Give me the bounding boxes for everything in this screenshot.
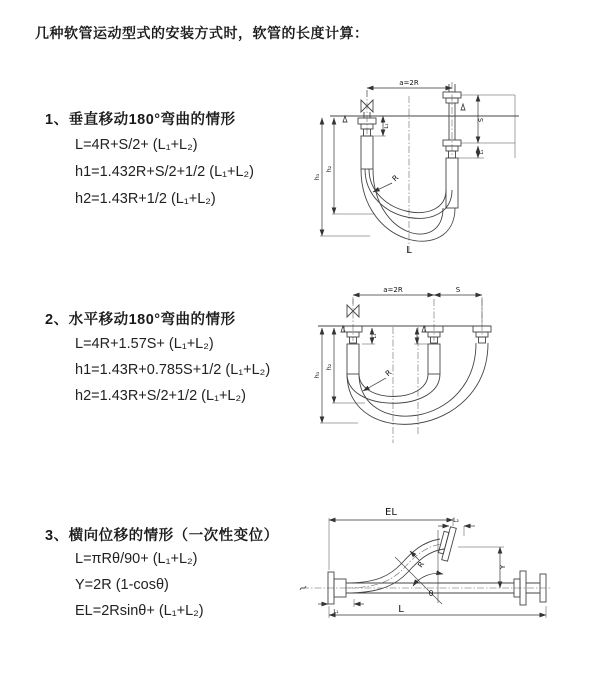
dim-y-label: Y — [499, 564, 507, 570]
section-2-formula-l: L=4R+1.57S+ (L₁+L₂) — [75, 336, 214, 352]
dim-h2-label: h₂ — [325, 165, 333, 173]
hose-and-fittings — [330, 84, 519, 241]
dim-h2-label: h₂ — [325, 363, 333, 371]
section-2-formula-h2: h2=1.43R+S/2+1/2 (L₁+L₂) — [75, 388, 246, 404]
displaced-flange — [437, 526, 456, 562]
hose-s-curve — [346, 539, 440, 583]
dimensions — [318, 518, 546, 618]
dim-span-label: a=2R — [383, 286, 403, 294]
section-1-formula-l: L=4R+S/2+ (L₁+L₂) — [75, 137, 198, 153]
page-title: 几种软管运动型式的安装方式时，软管的长度计算： — [35, 25, 369, 41]
dim-span-label: a=2R — [399, 79, 419, 87]
diagram-vertical-180-bend — [312, 76, 552, 256]
dimensions — [320, 295, 482, 423]
dim-l1-label: L₁ — [372, 333, 378, 339]
dim-l1-left-label: L₁ — [384, 123, 390, 129]
left-braid-section — [361, 136, 373, 169]
diagram-lateral-displacement — [298, 500, 568, 650]
radius-label: R — [383, 367, 394, 379]
angle-label: θ — [428, 589, 434, 598]
section-3-heading: 3、横向位移的情形（一次性变位） — [45, 528, 279, 544]
section-1-heading: 1、垂直移动180°弯曲的情形 — [45, 112, 236, 128]
radius-label: R — [390, 173, 401, 184]
section-3-formula-y: Y=2R (1-cosθ) — [75, 577, 169, 593]
dim-s-label: S — [477, 117, 485, 123]
section-2-heading: 2、水平移动180°弯曲的情形 — [45, 312, 236, 328]
section-3-formula-l: L=πRθ/90+ (L₁+L₂) — [75, 551, 198, 567]
dim-l1-right-label: L₁ — [479, 149, 485, 155]
left-braid-section — [347, 344, 359, 374]
radius-leader — [363, 378, 386, 391]
section-1-formula-h1: h1=1.432R+S/2+1/2 (L₁+L₂) — [75, 164, 255, 180]
dim-s-label: S — [455, 286, 461, 294]
dim-el-label: EL — [385, 507, 397, 518]
radius-leader — [373, 183, 392, 192]
dim-l2-label: L₂ — [453, 517, 459, 524]
centerlines — [302, 544, 552, 588]
section-2-formula-h1: h1=1.43R+0.785S+1/2 (L₁+L₂) — [75, 362, 271, 378]
valve-icon — [361, 100, 373, 112]
dim-h1-label: h₁ — [313, 371, 321, 379]
radius-leader — [410, 551, 419, 560]
centerlines — [353, 299, 482, 443]
dim-h1-label: h₁ — [313, 173, 321, 181]
centerlines — [367, 82, 452, 252]
length-label: L — [406, 245, 412, 256]
hose-loop — [361, 169, 455, 241]
radius-label: R — [415, 559, 427, 570]
diagram-horizontal-180-bend — [310, 283, 495, 453]
section-1-formula-h2: h2=1.43R+1/2 (L₁+L₂) — [75, 191, 216, 207]
hose-and-fittings — [318, 305, 491, 424]
section-3-formula-el: EL=2Rsinθ+ (L₁+L₂) — [75, 603, 204, 619]
hose-loop-wide — [347, 343, 488, 424]
middle-braid-section — [428, 344, 440, 374]
dim-l1-label: L₁ — [333, 609, 339, 615]
right-braid-section — [446, 158, 458, 208]
dim-l-label: L — [398, 604, 404, 615]
dimensions — [320, 88, 515, 236]
centerline-break-mark — [300, 586, 306, 590]
